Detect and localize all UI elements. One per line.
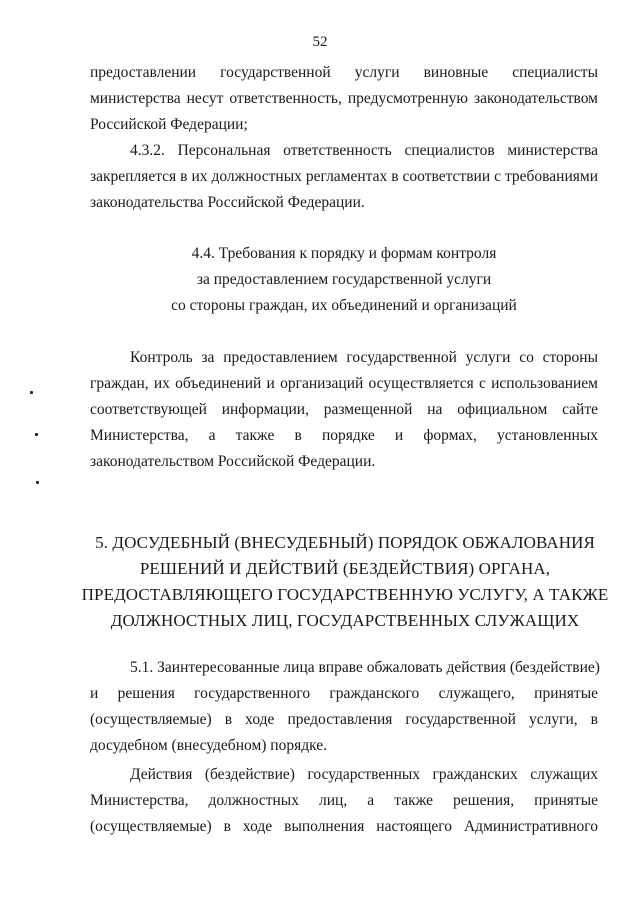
subsection-heading: со стороны граждан, их объединений и организаций [171,297,517,314]
text-line: Министерства, должностных лиц, а также решения, принятые [90,792,598,809]
text-line: Российской Федерации; [90,116,248,133]
section-heading: 5. ДОСУДЕБНЫЙ (ВНЕСУДЕБНЫЙ) ПОРЯДОК ОБЖАЛОВАНИЯ [95,533,595,552]
text-line: граждан, их объединений и организаций осуществляется с использованием [90,375,598,392]
subsection-heading: за предоставлением государственной услуги [196,271,492,288]
text-line: и решения государственного гражданского служащего, принятые [90,685,598,702]
section-heading: РЕШЕНИЙ И ДЕЙСТВИЙ (БЕЗДЕЙСТВИЯ) ОРГАНА, [139,559,551,578]
text-line: досудебном (внесудебном) порядке. [90,737,328,754]
text-line: закрепляется в их должностных регламентах в соответствии с требованиями [90,168,598,185]
text-line: законодательства Российской Федерации. [90,194,365,211]
text-line: (осуществляемые) в ходе выполнения настоящего Административного [90,818,598,835]
section-heading: ДОЛЖНОСТНЫХ ЛИЦ, ГОСУДАРСТВЕННЫХ СЛУЖАЩИХ [110,611,580,630]
paragraph-first-line: Действия (бездействие) государственных гражданских служащих [130,766,598,783]
scan-mark [35,433,38,436]
page-number: 52 [312,34,328,50]
paragraph-first-line: Контроль за предоставлением государственной услуги со стороны [130,349,598,366]
text-line: предоставлении государственной услуги виновные специалисты [90,64,598,81]
subsection-heading: 4.4. Требования к порядку и формам контроля [191,245,497,262]
text-line: законодательством Российской Федерации. [90,453,376,470]
paragraph-first-line: 4.3.2. Персональная ответственность специалистов министерства [130,142,598,159]
section-heading: ПРЕДОСТАВЛЯЮЩЕГО ГОСУДАРСТВЕННУЮ УСЛУГУ, А ТАКЖЕ [81,585,609,604]
paragraph-first-line: 5.1. Заинтересованные лица вправе обжаловать действия (бездействие) [130,659,600,676]
text-line: министерства несут ответственность, предусмотренную законодательством [90,90,598,107]
text-line: (осуществляемые) в ходе предоставления государственной услуги, в [90,711,598,728]
scan-mark [36,481,39,484]
text-line: соответствующей информации, размещенной на официальном сайте [90,401,598,418]
text-line: Министерства, а также в порядке и формах, установленных [90,427,598,444]
scan-mark [30,391,33,394]
